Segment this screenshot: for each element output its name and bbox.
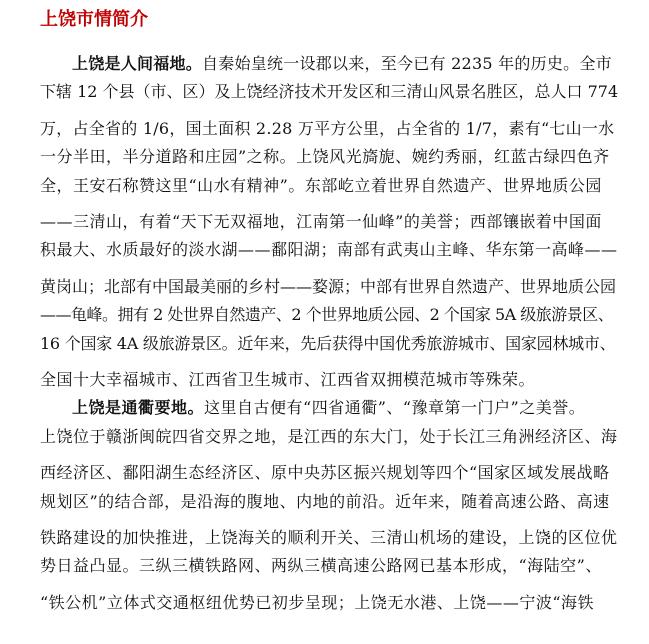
para1-line-11: 全国十大幸福城市、江西省卫生城市、江西省双拥模范城市等殊荣。 bbox=[40, 370, 536, 389]
para2-line-3: 西经济区、鄱阳湖生态经济区、原中央苏区振兴规划等四个“国家区域发展战略 bbox=[40, 463, 610, 482]
para1-line-2: 下辖 12 个县（市、区）及上饶经济技术开发区和三清山风景名胜区，总人口 774 bbox=[40, 82, 619, 101]
para1-line-6: ——三清山，有着“天下无双福地，江南第一仙峰”的美誉；西部镶嵌着中国面 bbox=[40, 212, 602, 231]
para2-lead: 上饶是通衢要地。 bbox=[72, 398, 205, 417]
para2-line-7: “铁公机”立体式交通枢纽优势已初步呈现；上饶无水港、上饶——宁波“海铁 bbox=[40, 593, 595, 612]
para1-line-4: 一分半田，半分道路和庄园”之称。上饶风光旖旎、婉约秀丽，红蓝古绿四色齐 bbox=[40, 147, 610, 166]
page-title: 上饶市情简介 bbox=[40, 9, 148, 30]
para1-line-3: 万，占全省的 1/6，国土面积 2.28 万平方公里，占全省的 1/7，素有“七山一水 bbox=[40, 119, 615, 138]
para2-line-1 bbox=[72, 398, 620, 418]
para1-line-9: ——龟峰。拥有 2 处世界自然遗产、2 个世界地质公园、2 个国家 5A 级旅游景区、 bbox=[40, 305, 614, 324]
para2-line-text: 这里自古便有“四省通衢”、“豫章第一门户”之美誉。 bbox=[204, 398, 586, 417]
para1-line-10: 16 个国家 4A 级旅游景区。近年来，先后获得中国优秀旅游城市、国家园林城市、 bbox=[40, 334, 616, 353]
para2-line-2: 上饶位于赣浙闽皖四省交界之地，是江西的东大门，处于长江三角洲经济区、海 bbox=[40, 427, 618, 446]
para2-line-4: 规划区”的结合部，是沿海的腹地、内地的前沿。近年来，随着高速公路、高速 bbox=[40, 492, 610, 511]
para2-line-5: 铁路建设的加快推进，上饶海关的顺利开关、三清山机场的建设，上饶的区位优 bbox=[40, 528, 618, 547]
para1-line-5: 全，王安石称赞这里“山水有精神”。东部屹立着世界自然遗产、世界地质公园 bbox=[40, 176, 602, 195]
para1-line-8: 黄岗山；北部有中国最美丽的乡村——婺源；中部有世界自然遗产、世界地质公园 bbox=[40, 277, 617, 296]
para1-lead: 上饶是人间福地。 bbox=[72, 54, 203, 73]
para1-line-1 bbox=[72, 54, 620, 74]
para1-line-text: 自秦始皇统一设郡以来，至今已有 2235 年的历史。全市 bbox=[202, 54, 612, 73]
para1-line-7: 积最大、水质最好的淡水湖——鄱阳湖；南部有武夷山主峰、华东第一高峰—— bbox=[40, 240, 618, 259]
para2-line-6: 势日益凸显。三纵三横铁路网、两纵三横高速公路网已基本形成，“海陆空”、 bbox=[40, 556, 602, 575]
